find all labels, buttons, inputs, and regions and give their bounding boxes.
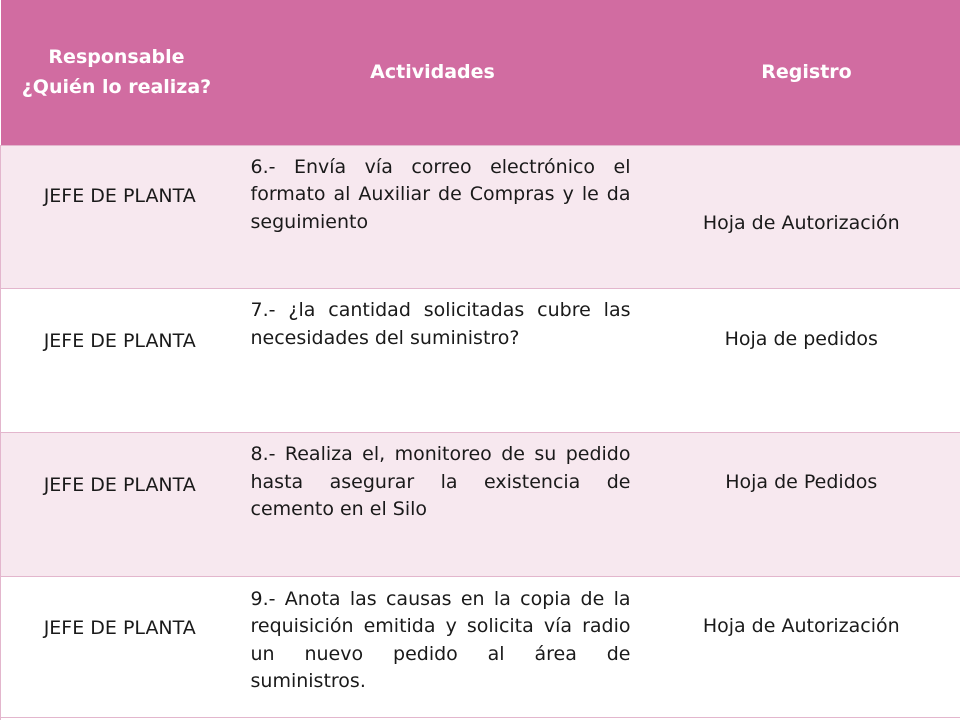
row-registro: Hoja de Autorización [643,145,960,289]
table-row [1,433,960,577]
row-actividad: 8.- Realiza el, monitoreo de su pedido hasta asegurar la existencia de cemento en el Silo [233,433,643,577]
table-header-row [1,0,960,145]
row-registro: Hoja de pedidos [643,289,960,433]
header-registro: Registro [643,0,960,145]
table-row [1,576,960,720]
header-actividades: Actividades [233,0,643,145]
header-responsable [1,0,233,145]
header-responsable-sublabel: ¿Quién lo realiza? [21,76,212,99]
row-actividad: 9.- Anota las causas en la copia de la requisición emitida y solicita vía radio un nuevo pedido al área de suministros. [233,576,643,720]
row-actividad: 6.- Envía vía correo electrónico el formato al Auxiliar de Compras y le da seguimiento [233,145,643,289]
row-responsable: JEFE DE PLANTA [1,145,233,289]
table-row [1,145,960,289]
row-actividad: 7.- ¿la cantidad solicitadas cubre las necesidades del suministro? [233,289,643,433]
row-responsable: JEFE DE PLANTA [1,433,233,577]
table-bottom-border [0,717,960,718]
table-row [1,289,960,433]
row-registro: Hoja de Pedidos [643,433,960,577]
row-registro: Hoja de Autorización [643,576,960,720]
row-responsable: JEFE DE PLANTA [1,576,233,720]
row-responsable: JEFE DE PLANTA [1,289,233,433]
header-responsable-label: Responsable [48,46,185,69]
